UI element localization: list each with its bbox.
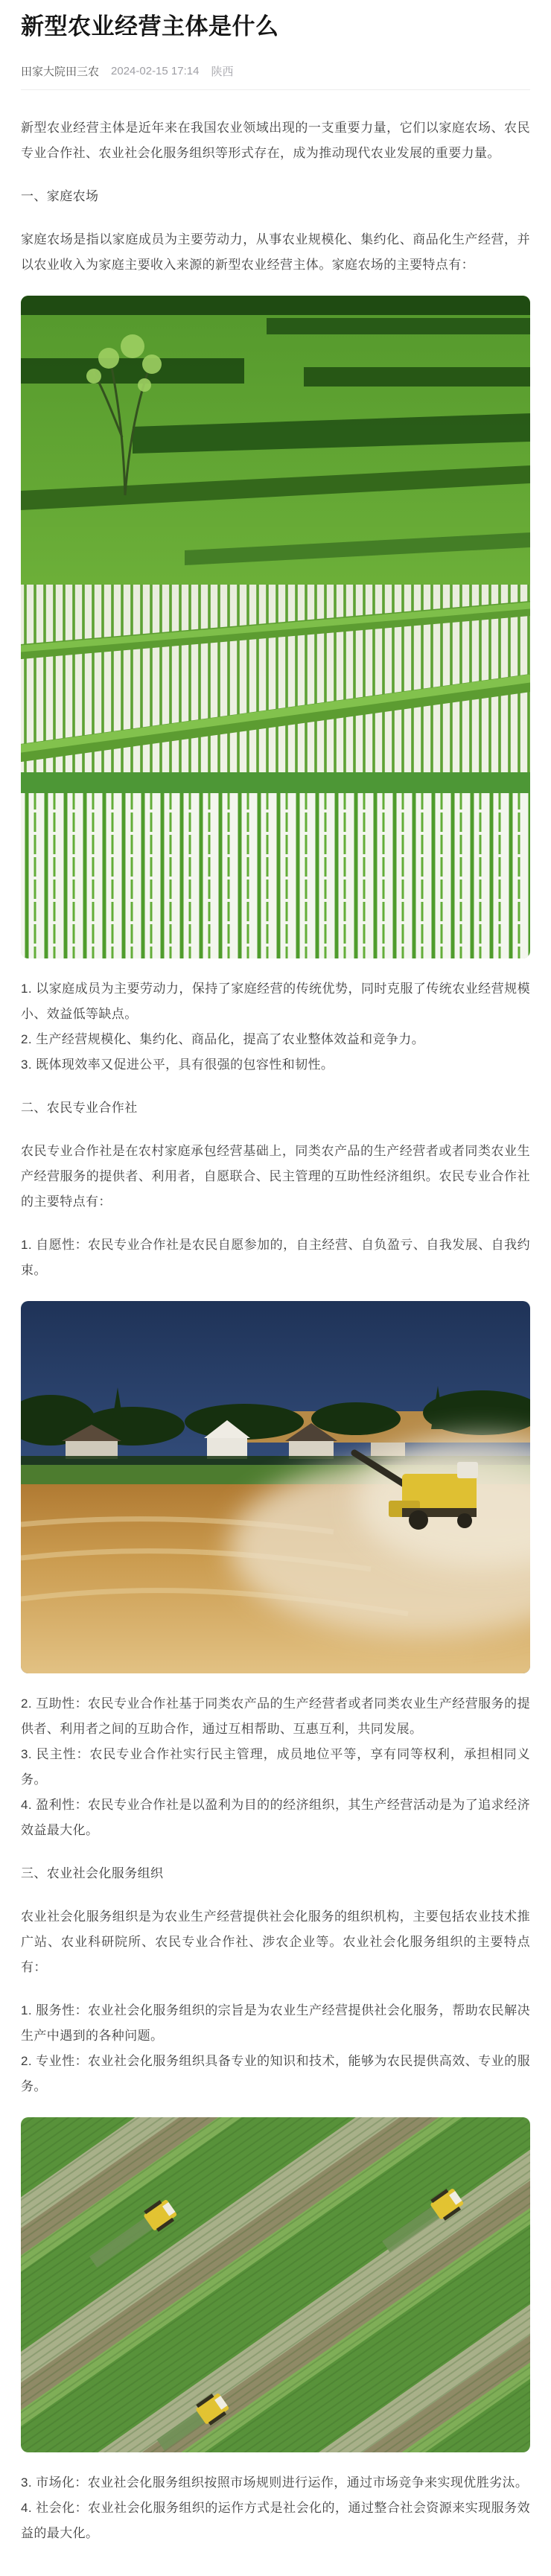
list-item: 3. 民主性：农民专业合作社实行民主管理，成员地位平等，享有同等权利，承担相同义务。 bbox=[21, 1746, 530, 1787]
header-divider bbox=[21, 89, 530, 90]
wheat-harvest-illustration bbox=[21, 1301, 530, 1673]
list-item: 4. 社会化：农业社会化服务组织的运作方式是社会化的，通过整合社会资源来实现服务效益的最大化。 bbox=[21, 2500, 530, 2540]
article-title: 新型农业经营主体是什么 bbox=[21, 13, 279, 39]
section-1-intro: 家庭农场是指以家庭成员为主要劳动力，从事农业规模化、集约化、商品化生产经营，并以农业收入为家庭主要收入来源的新型农业经营主体。家庭农场的主要特点有： bbox=[21, 232, 530, 272]
section-1-points bbox=[21, 976, 530, 1078]
rice-paddy-illustration bbox=[21, 296, 530, 958]
section-3-heading: 三、农业社会化服务组织 bbox=[21, 1866, 164, 1880]
list-item: 1. 以家庭成员为主要劳动力，保持了家庭经营的传统优势，同时克服了传统农业经营规模小、效益低等缺点。 bbox=[21, 981, 530, 1021]
section-3-points-before bbox=[21, 1998, 530, 2099]
wheat-harvest-image[interactable] bbox=[21, 1301, 530, 1673]
list-item: 2. 生产经营规模化、集约化、商品化，提高了农业整体效益和竞争力。 bbox=[21, 1031, 425, 1046]
section-2-points bbox=[21, 1691, 530, 1843]
byline bbox=[21, 63, 530, 79]
list-item: 2. 互助性：农民专业合作社基于同类农产品的生产经营者或者同类农业生产经营服务的提供者、利用者之间的互助合作，通过互相帮助、互惠互利，共同发展。 bbox=[21, 1696, 530, 1736]
author-name[interactable]: 田家大院田三农 bbox=[21, 65, 100, 78]
list-item: 1. 自愿性：农民专业合作社是农民自愿参加的，自主经营、自负盈亏、自我发展、自我约束。 bbox=[21, 1237, 530, 1277]
list-item: 3. 既体现效率又促进公平，具有很强的包容性和韧性。 bbox=[21, 1057, 334, 1072]
aerial-fields-illustration bbox=[21, 2117, 530, 2452]
section-2-intro: 农民专业合作社是在农村家庭承包经营基础上，同类农产品的生产经营者或者同类农业生产经营服务的提供者、利用者，自愿联合、民主管理的互助性经济组织。农民专业合作社的主要特点有： bbox=[21, 1143, 530, 1209]
section-2-heading: 二、农民专业合作社 bbox=[21, 1100, 138, 1115]
section-3-points bbox=[21, 2470, 530, 2546]
intro-paragraph: 新型农业经营主体是近年来在我国农业领域出现的一支重要力量，它们以家庭农场、农民专业合作社、农业社会化服务组织等形式存在，成为推动现代农业发展的重要力量。 bbox=[21, 120, 530, 160]
aerial-fields-image[interactable] bbox=[21, 2117, 530, 2452]
list-item: 4. 盈利性：农民专业合作社是以盈利为目的的经济组织，其生产经营活动是为了追求经济效益最大化。 bbox=[21, 1797, 530, 1837]
list-item: 2. 专业性：农业社会化服务组织具备专业的知识和技术，能够为农民提供高效、专业的服务。 bbox=[21, 2053, 530, 2093]
list-item: 3. 市场化：农业社会化服务组织按照市场规则进行运作，通过市场竞争来实现优胜劣汰。 bbox=[21, 2475, 529, 2490]
rice-paddy-image[interactable] bbox=[21, 296, 530, 958]
section-3-intro: 农业社会化服务组织是为农业生产经营提供社会化服务的组织机构，主要包括农业技术推广站、农业科研院所、农民专业合作社、涉农企业等。农业社会化服务组织的主要特点有： bbox=[21, 1909, 530, 1974]
publish-location: 陕西 bbox=[211, 65, 234, 78]
publish-date: 2024-02-15 17:14 bbox=[111, 64, 200, 77]
list-item: 1. 服务性：农业社会化服务组织的宗旨是为农业生产经营提供社会化服务，帮助农民解决生产中遇到的各种问题。 bbox=[21, 2003, 530, 2043]
section-1-heading: 一、家庭农场 bbox=[21, 188, 99, 203]
